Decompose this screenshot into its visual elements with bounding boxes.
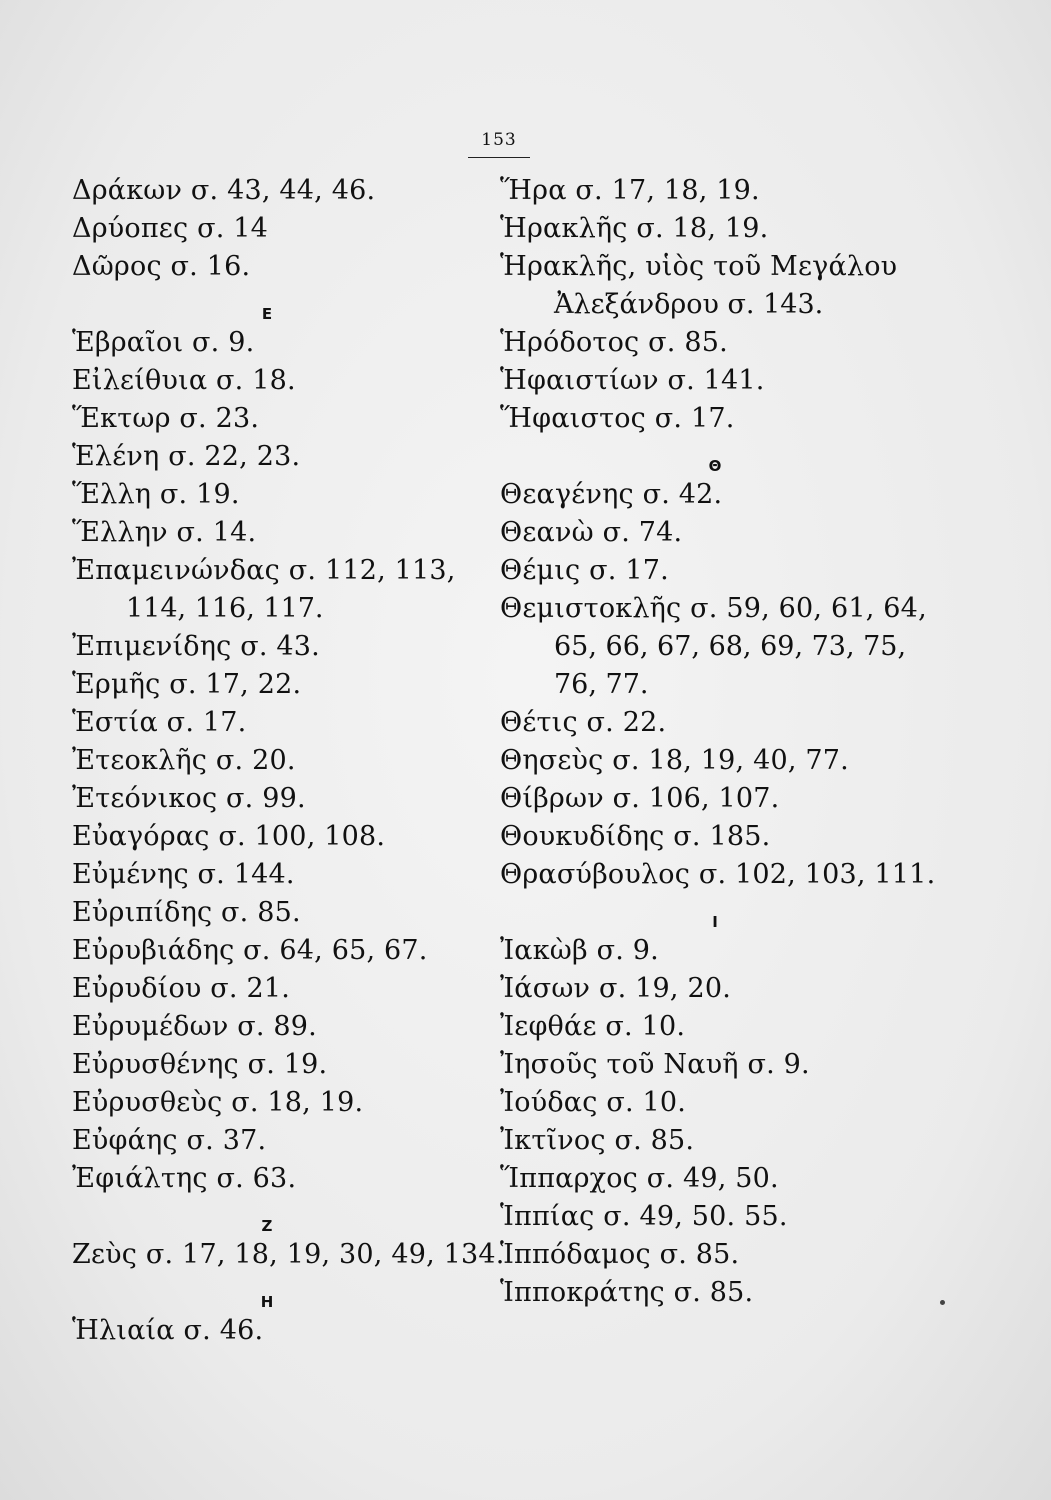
section-gap [72,1198,492,1216]
index-entry: Εὐριπίδης σ. 85. [72,897,301,928]
index-entry: Ἱππίας σ. 49, 50. 55. [500,1201,788,1232]
index-entry: Ἰεφθάε σ. 10. [500,1011,686,1042]
index-entry: Ζεὺς σ. 17, 18, 19, 30, 49, 134. [72,1239,505,1270]
index-entry: Θρασύβουλος σ. 102, 103, 111. [500,859,936,890]
index-entry: Θεανὼ σ. 74. [500,517,683,548]
index-entry: Ἡφαιστίων σ. 141. [500,365,765,396]
index-entry: Ἐπιμενίδης σ. 43. [72,631,320,662]
index-entry: Ἐτεοκλῆς σ. 20. [72,745,296,776]
index-entry: Ἥρα σ. 17, 18, 19. [500,175,760,206]
index-entry-continuation: 65, 66, 67, 68, 69, 73, 75, [554,631,907,662]
index-entry: Θεμιστοκλῆς σ. 59, 60, 61, 64, [500,593,927,624]
index-entry: Ἐφιάλτης σ. 63. [72,1163,297,1194]
index-entry: Δῶρος σ. 16. [72,251,251,282]
section-letter-heading: I [712,913,718,931]
section-letter-heading: H [260,1293,274,1311]
index-entry: Εὐρυδίου σ. 21. [72,973,291,1004]
index-entry: Ἐτεόνικος σ. 99. [72,783,306,814]
index-entry: Θέμις σ. 17. [500,555,669,586]
index-entry: Ἕλλη σ. 19. [72,479,240,510]
index-entry: Ἰούδας σ. 10. [500,1087,687,1118]
page-number: 153 [481,130,517,150]
index-entry: Ἰκτῖνος σ. 85. [500,1125,695,1156]
index-entry: Εὐρυβιάδης σ. 64, 65, 67. [72,935,428,966]
index-entry: Ἰακὼβ σ. 9. [500,935,659,966]
section-letter-heading: Θ [708,457,722,475]
section-gap [500,894,960,912]
index-entry: Εὐρυσθένης σ. 19. [72,1049,328,1080]
index-entry: Ἑστία σ. 17. [72,707,247,738]
index-entry-continuation: Ἀλεξάνδρου σ. 143. [554,289,824,320]
section-gap [72,286,492,304]
index-entry-continuation: 114, 116, 117. [126,593,324,624]
index-entry: Εὐμένης σ. 144. [72,859,295,890]
index-entry: Ἡρακλῆς, υἱὸς τοῦ Μεγάλου [500,251,898,282]
index-entry: Ἑρμῆς σ. 17, 22. [72,669,302,700]
section-gap [72,1274,492,1292]
index-entry: Εἰλείθυια σ. 18. [72,365,296,396]
index-entry: Ἑλένη σ. 22, 23. [72,441,301,472]
index-entry: Θουκυδίδης σ. 185. [500,821,771,852]
index-entry: Ἵππαρχος σ. 49, 50. [500,1163,779,1194]
index-entry: Ἑβραῖοι σ. 9. [72,327,255,358]
index-entry: Θησεὺς σ. 18, 19, 40, 77. [500,745,849,776]
index-entry: Ἡρακλῆς σ. 18, 19. [500,213,769,244]
index-entry: Εὐρυμέδων σ. 89. [72,1011,317,1042]
index-column-left [72,172,505,1350]
section-gap [500,438,960,456]
index-entry: Εὐφάης σ. 37. [72,1125,267,1156]
index-column-right [500,172,960,1312]
index-entry: Θεαγένης σ. 42. [500,479,723,510]
index-entry: Ἐπαμεινώνδας σ. 112, 113, [72,555,456,586]
index-entry: Ἡρόδοτος σ. 85. [500,327,728,358]
section-letter-heading: Z [261,1217,273,1235]
index-entry: Ἕκτωρ σ. 23. [72,403,260,434]
index-entry: Δρύοπες σ. 14 [72,213,269,244]
index-entry: Εὐαγόρας σ. 100, 108. [72,821,386,852]
stray-ink-dot [940,1300,945,1305]
index-entry: Ἰησοῦς τοῦ Ναυῆ σ. 9. [500,1049,810,1080]
index-entry: Θέτις σ. 22. [500,707,667,738]
index-entry: Θίβρων σ. 106, 107. [500,783,780,814]
index-entry: Εὐρυσθεὺς σ. 18, 19. [72,1087,364,1118]
index-entry: Ἱππόδαμος σ. 85. [500,1239,740,1270]
index-entry: Δράκων σ. 43, 44, 46. [72,175,376,206]
index-entry: Ἱπποκράτης σ. 85. [500,1277,754,1308]
index-entry: Ἕλλην σ. 14. [72,517,257,548]
index-entry: Ἥφαιστος σ. 17. [500,403,735,434]
index-entry: Ἰάσων σ. 19, 20. [500,973,731,1004]
section-letter-heading: E [261,305,273,323]
index-entry-continuation: 76, 77. [554,669,649,700]
page-number-rule [468,157,530,158]
index-entry: Ἡλιαία σ. 46. [72,1315,264,1346]
